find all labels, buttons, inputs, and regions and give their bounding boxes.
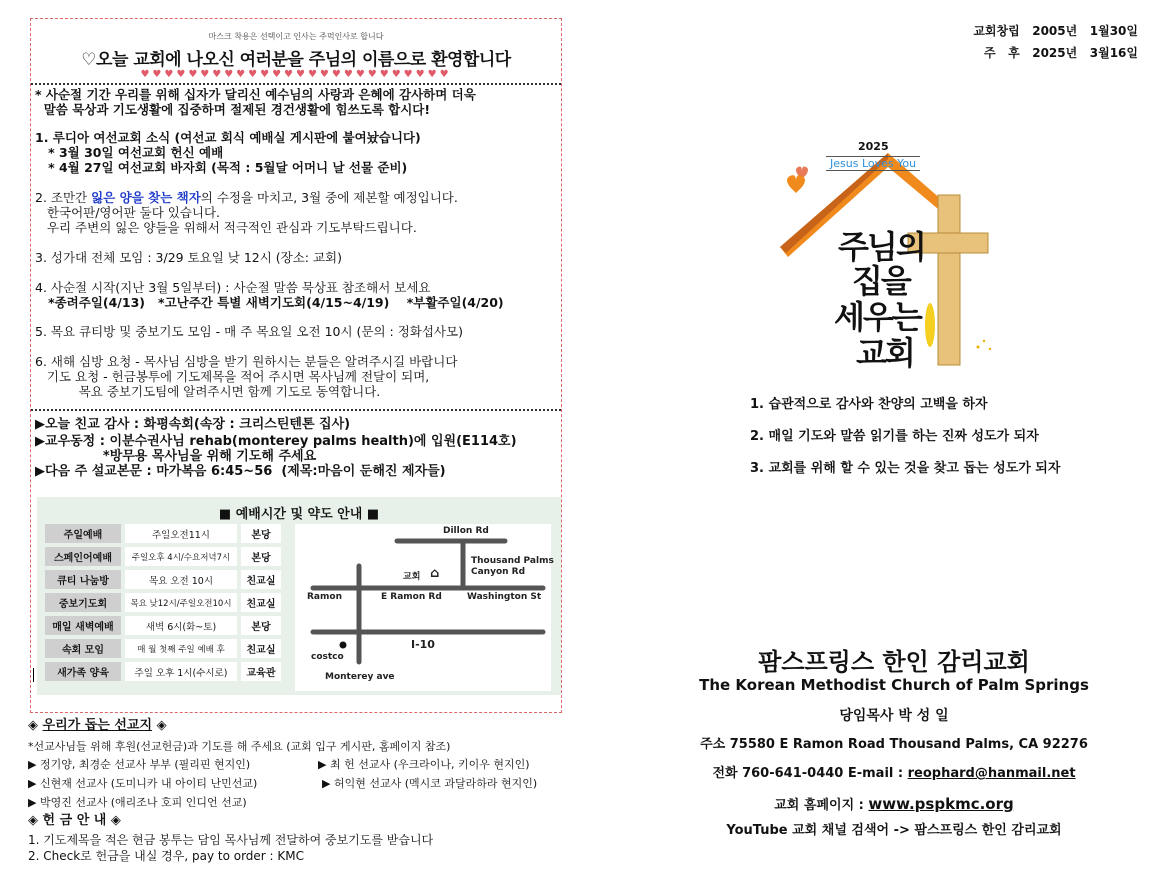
announce-prayer: *방무용 목사님을 위해 기도해 주세요 [35, 449, 317, 464]
cross-vertical-icon [938, 195, 960, 365]
label-i10: I-10 [411, 638, 435, 651]
item1-b: * 4월 27일 여선교회 바자회 (목적 : 5월달 어머니 날 선물 준비) [35, 160, 408, 175]
item5: 5. 목요 큐티방 및 중보기도 모임 - 매 주 목요일 오전 10시 (문의 : 정화섭사모) [35, 324, 463, 339]
contact-line [664, 762, 1124, 781]
goal-2: 2. 매일 기도와 말씀 읽기를 하는 진짜 성도가 되자 [750, 429, 1039, 444]
label-canyon: Canyon Rd [471, 567, 526, 577]
item1-a: * 3월 30일 여선교회 헌신 예배 [35, 145, 224, 160]
logo-year: 2025 [858, 140, 889, 153]
label-monterey: Monterey ave [325, 672, 395, 682]
week-date: 주 후 2025년 3월16일 [983, 46, 1138, 60]
lent-line-1: * 사순절 기간 우리를 위해 십자가 달리신 예수님의 사랑과 은혜에 감사하며 더욱 [35, 87, 476, 102]
church-name-kr: 팜스프링스 한인 감리교회 [758, 648, 1030, 676]
goal-3: 3. 교회를 위해 할 수 있는 것을 찾고 돕는 성도가 되자 [750, 461, 1061, 476]
offering-line-2: 2. Check로 헌금을 내실 경우, pay to order : KMC [28, 849, 305, 863]
schedule-name: 속회 모임 [45, 639, 121, 658]
schedule-time: 주일오전11시 [125, 524, 237, 543]
item3: 3. 성가대 전체 모임 : 3/29 토요일 낮 12시 (장소: 교회) [35, 250, 343, 265]
map-roads [295, 524, 551, 691]
item2-highlight: 잃은 양을 찾는 책자 [91, 190, 201, 205]
item2-pre: 2. 조만간 [35, 190, 92, 205]
schedule-row [45, 662, 281, 681]
announce-members: ▶교우동정 : 이분수권사님 rehab(monterey palms health)에 입원(E114호) [35, 434, 517, 449]
schedule-name: 스페인어예배 [45, 547, 121, 566]
mission-item: ▶ 박영진 선교사 (애리조나 호피 인디언 선교) [28, 796, 247, 809]
web-label: 교회 홈페이지 : [774, 798, 869, 813]
item6-a: 6. 새해 심방 요청 - 목사님 심방을 받기 원하시는 분들은 알려주시길 바랍니다 [35, 354, 458, 369]
schedule-place: 친교실 [241, 639, 281, 658]
schedule-row [45, 616, 281, 635]
schedule-time: 매 월 첫째 주일 예배 후 [125, 639, 237, 658]
costco-marker [340, 642, 347, 649]
text-cursor [33, 668, 34, 682]
item2-c: 우리 주변의 잃은 양들을 위해서 적극적인 관심과 기도부탁드립니다. [35, 220, 417, 235]
pastor-name: 당임목사 박 성 일 [839, 708, 949, 724]
church-icon: ⌂ [430, 566, 440, 581]
goal-1: 1. 습관적으로 감사와 찬양의 고백을 하자 [750, 397, 988, 412]
mask-note: 마스크 착용은 선택이고 인사는 주먹인사로 합니다 [208, 32, 384, 41]
item2-a [35, 191, 557, 206]
heart-icon [787, 175, 805, 193]
label-washington: Washington St [467, 592, 542, 602]
mission-item: ▶ 신현재 선교사 (도미니카 내 아이티 난민선교) [28, 777, 258, 790]
founded-date: 교회창립 2005년 1월30일 [973, 24, 1138, 38]
item1-title: 1. 루디아 여선교회 소식 (여선교 회식 예배실 게시판에 붙여놨습니다) [35, 130, 421, 145]
schedule-time: 목요 낮12시/주일오전10시 [125, 593, 237, 612]
label-church: 교회 [403, 572, 421, 582]
schedule-time: 주일오후 4시/수요저녁7시 [125, 547, 237, 566]
item6-b: 기도 요청 - 헌금봉투에 기도제목을 적어 주시면 목사님께 전달이 되며, [35, 369, 430, 384]
divider-mid [31, 409, 561, 411]
schedule-time: 목요 오전 10시 [125, 570, 237, 589]
missions-title-post: ◈ [152, 718, 167, 733]
missions-title-pre: ◈ [28, 718, 43, 733]
schedule-name: 중보기도회 [45, 593, 121, 612]
schedule-name: 큐티 나눔방 [45, 570, 121, 589]
item2-post: 의 수정을 마치고, 3월 중에 제본할 예정입니다. [200, 190, 458, 205]
schedule-time: 새벽 6시(화~토) [125, 616, 237, 635]
mission-item: ▶ 허익현 선교사 (멕시코 과달라하라 현지인) [322, 777, 538, 790]
schedule-row [45, 524, 281, 543]
logo-word-1: 주님의 [838, 228, 925, 266]
schedule-row [45, 547, 281, 566]
schedule-row [45, 593, 281, 612]
divider-top [31, 83, 561, 85]
light-icon [925, 303, 935, 347]
label-e-ramon: E Ramon Rd [381, 592, 442, 602]
logo-word-3: 세우는 [834, 298, 921, 336]
label-dillon: Dillon Rd [443, 526, 489, 536]
missions-note: *선교사님들 위해 후원(선교헌금)과 기도를 해 주세요 (교회 입구 게시판, 홈페이지 참조) [28, 740, 451, 753]
offering-line-1: 1. 기도제목을 적은 현금 봉투는 담임 목사님께 전달하여 중보기도를 받습니다 [28, 833, 434, 847]
schedule-place: 친교실 [241, 593, 281, 612]
logo-word-2: 집을 [852, 262, 910, 300]
lent-line-2: 말씀 묵상과 기도생활에 집중하며 절제된 경건생활에 힘쓰도록 합시다! [35, 102, 431, 117]
schedule-place: 친교실 [241, 570, 281, 589]
announce-next-sermon: ▶다음 주 설교본문 : 마가복음 6:45~56 (제목:마음이 둔해진 제자들) [35, 464, 446, 479]
schedule-name: 주일예배 [45, 524, 121, 543]
logo-jesus: Jesus Loves You [826, 156, 920, 171]
schedule-table [45, 524, 281, 685]
item4-a: 4. 사순절 시작(지난 3월 5일부터) : 사순절 말씀 묵상표 참조해서 보세요 [35, 280, 431, 295]
offering-title: ◈ 헌 금 안 내 ◈ [28, 813, 121, 828]
youtube-line: YouTube 교회 채널 검색어 -> 팜스프링스 한인 감리교회 [726, 823, 1062, 838]
website-line [664, 794, 1124, 813]
schedule-place: 본당 [241, 524, 281, 543]
schedule-place: 본당 [241, 547, 281, 566]
label-ramon: Ramon [307, 592, 342, 602]
hearts-divider: ♥♥♥♥♥♥♥♥♥♥♥♥♥♥♥♥♥♥♥♥♥♥♥♥♥♥ [140, 69, 452, 80]
mission-item: ▶ 정기양, 최경순 선교사 부부 (필리핀 현지인) [28, 758, 251, 771]
announcement-panel [30, 18, 562, 713]
item4-b: *종려주일(4/13) *고난주간 특별 새벽기도회(4/15~4/19) *부활주일(4/20) [35, 295, 504, 310]
logo-word-4: 교회 [856, 334, 914, 372]
schedule-title: ■ 예배시간 및 약도 안내 ■ [218, 507, 380, 522]
church-address: 주소 75580 E Ramon Road Thousand Palms, CA 92276 [700, 737, 1088, 752]
schedule-panel [37, 497, 561, 695]
item2-b: 한국어판/영어판 둘다 있습니다. [35, 205, 221, 220]
schedule-time: 주일 오후 1시(수시로) [125, 662, 237, 681]
schedule-row [45, 570, 281, 589]
website-link[interactable]: www.pspkmc.org [868, 795, 1014, 813]
label-costco: costco [311, 652, 344, 662]
schedule-place: 본당 [241, 616, 281, 635]
schedule-row [45, 639, 281, 658]
missions-title-text: 우리가 돕는 선교지 [42, 718, 153, 733]
church-map [295, 524, 554, 691]
welcome-title: ♡오늘 교회에 나오신 여러분을 주님의 이름으로 환영합니다 [81, 50, 511, 70]
schedule-place: 교육관 [241, 662, 281, 681]
missions-title [28, 714, 167, 733]
label-thousand-palms: Thousand Palms [471, 556, 554, 566]
schedule-name: 매일 새벽예배 [45, 616, 121, 635]
item6-c: 목요 중보기도팀에 알려주시면 함께 기도로 동역합니다. [35, 384, 381, 399]
mission-item: ▶ 최 헌 선교사 (우크라이나, 키이우 현지인) [318, 758, 530, 771]
phone-text: 전화 760-641-0440 E-mail : [712, 766, 908, 781]
announce-fellowship: ▶오늘 친교 감사 : 화평속회(속장 : 크리스틴텐톤 집사) [35, 417, 351, 432]
church-name-en: The Korean Methodist Church of Palm Springs [699, 676, 1089, 694]
email-link[interactable]: reophard@hanmail.net [907, 766, 1076, 781]
schedule-name: 새가족 양육 [45, 662, 121, 681]
